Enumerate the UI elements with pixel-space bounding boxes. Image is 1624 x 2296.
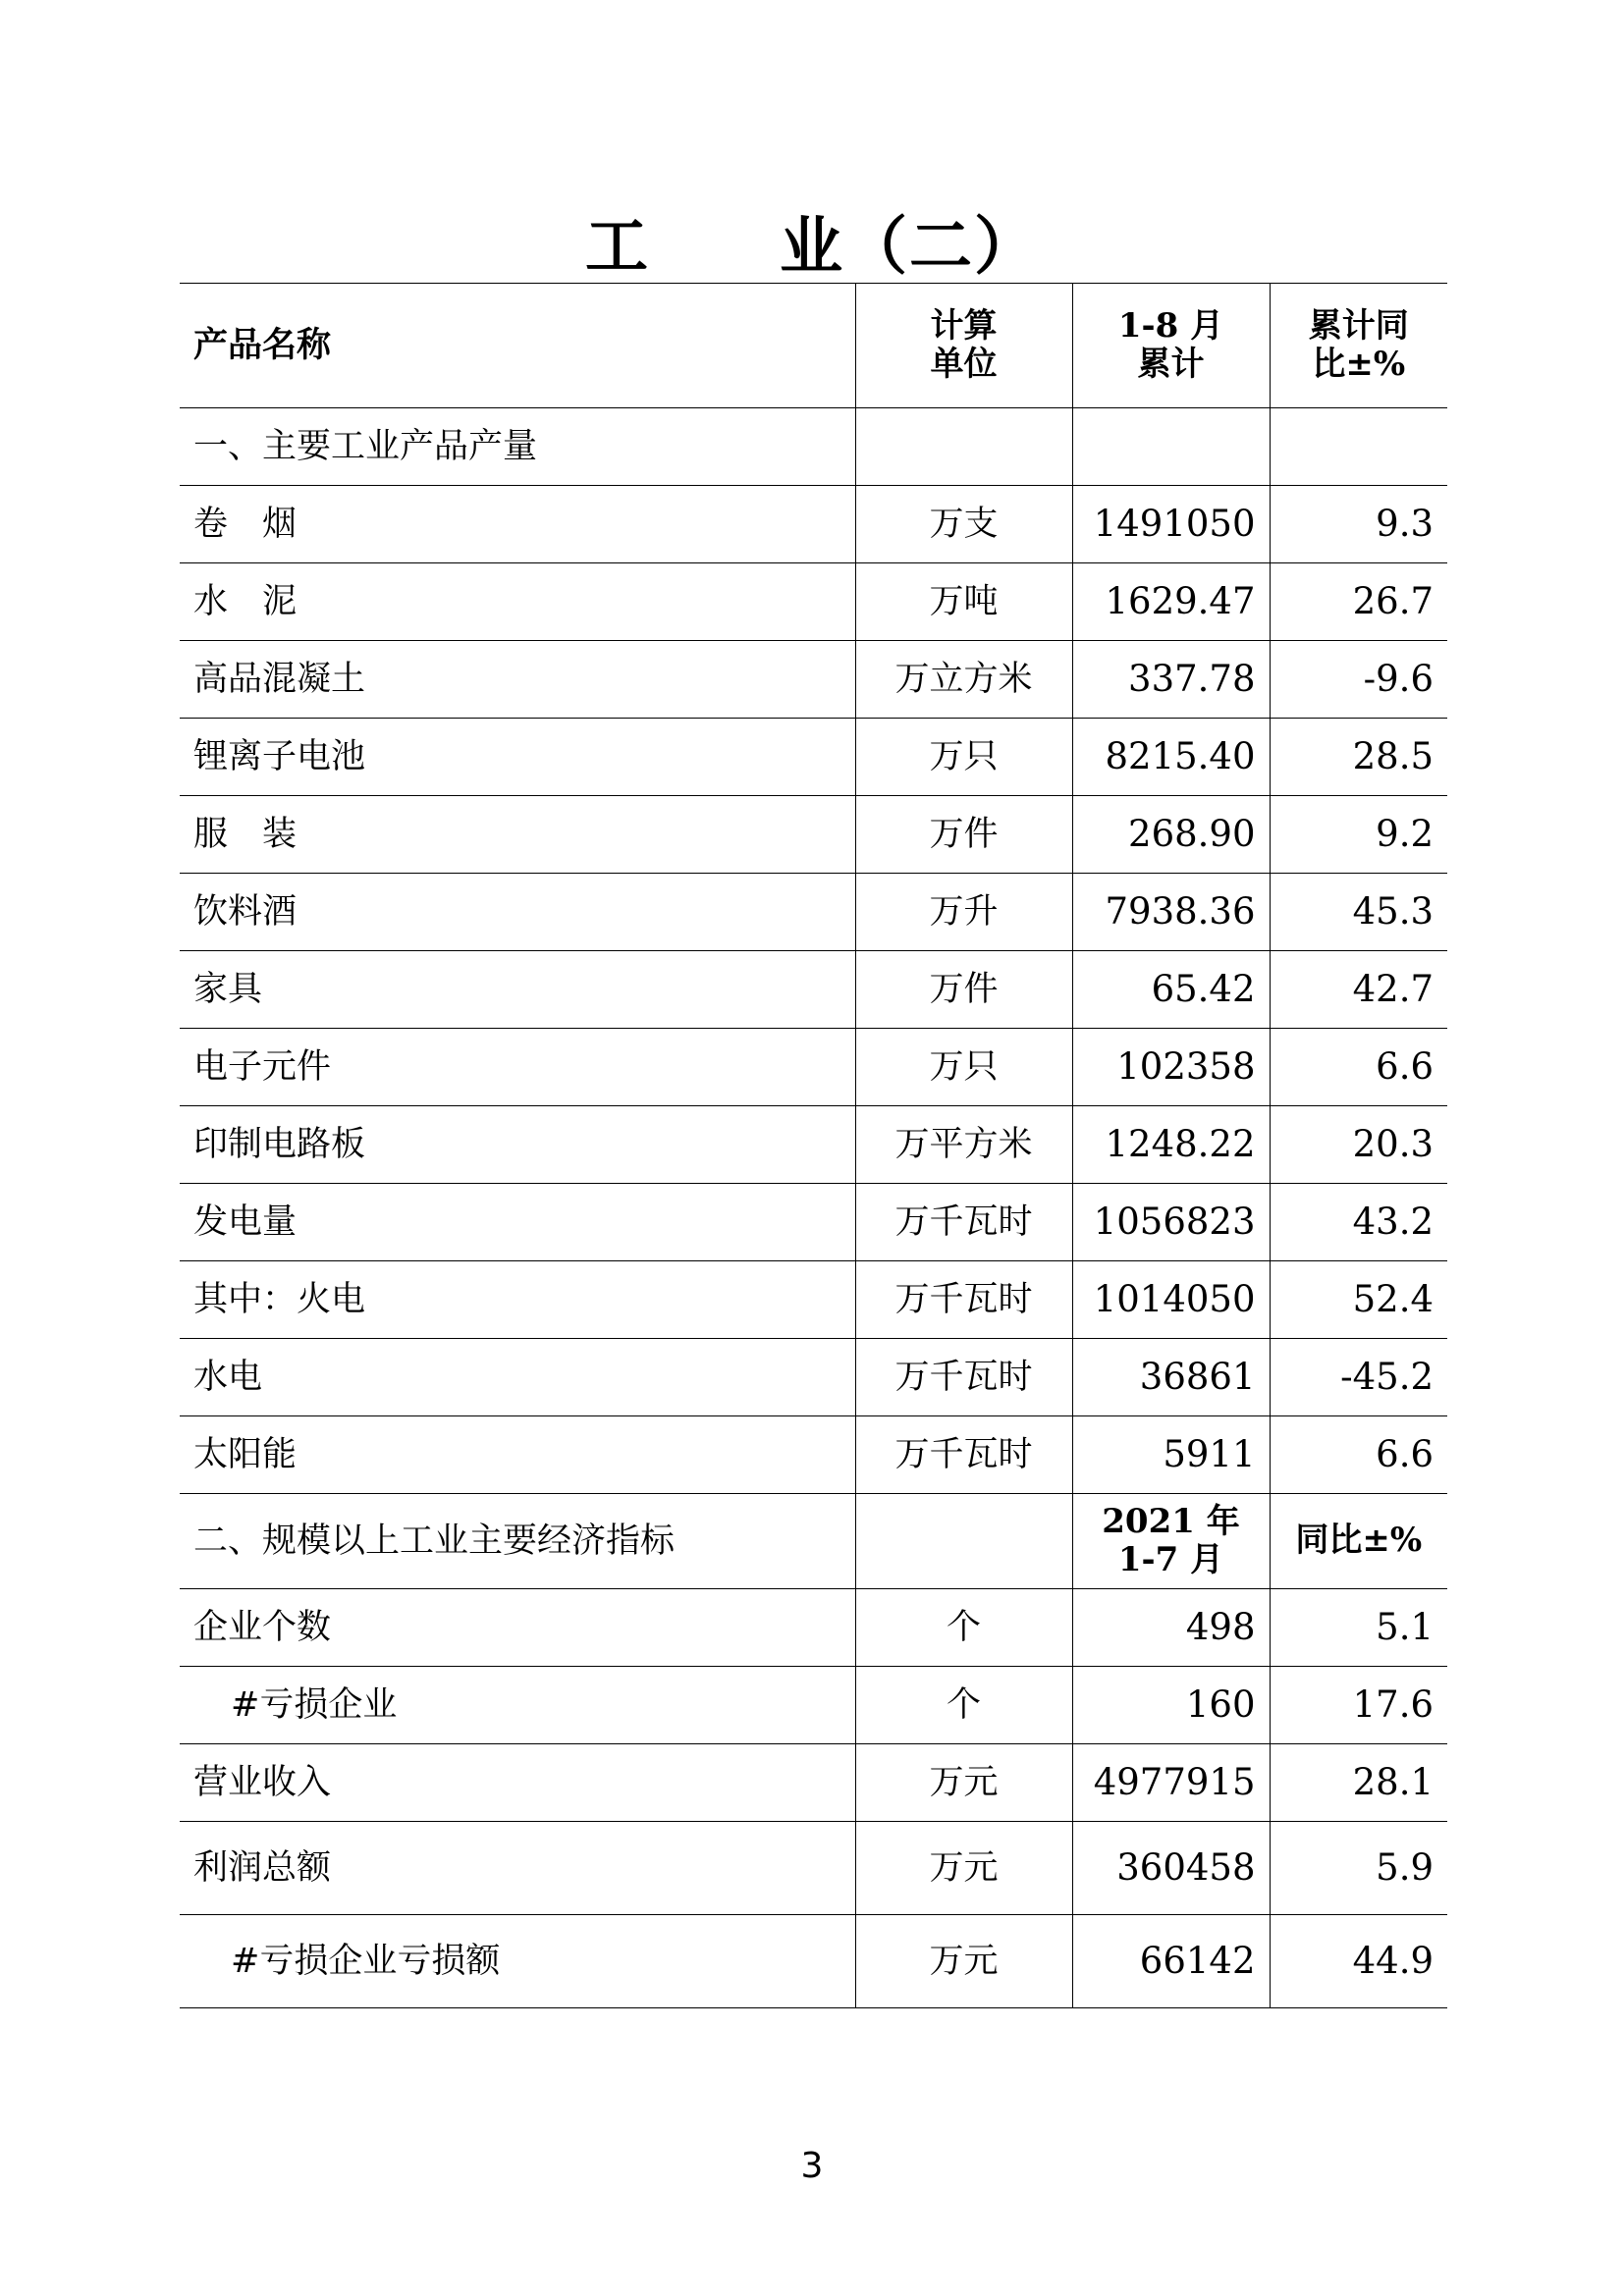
product-row — [180, 1416, 1447, 1494]
product-unit: 万件 — [855, 951, 1072, 1029]
indicator-unit: 万元 — [855, 1915, 1072, 2008]
product-row — [180, 563, 1447, 641]
empty-cell — [855, 408, 1072, 486]
product-row — [180, 1106, 1447, 1184]
product-row — [180, 641, 1447, 719]
product-name: 印制电路板 — [180, 1106, 855, 1184]
product-change: 26.7 — [1270, 563, 1447, 641]
product-name: 发电量 — [180, 1184, 855, 1261]
header-unit-line2: 单位 — [930, 345, 998, 384]
product-value: 65.42 — [1072, 951, 1270, 1029]
product-change: 28.5 — [1270, 719, 1447, 796]
product-value: 1056823 — [1072, 1184, 1270, 1261]
product-change: 6.6 — [1270, 1029, 1447, 1106]
product-change: -45.2 — [1270, 1339, 1447, 1416]
product-name: 水 泥 — [180, 563, 855, 641]
indicator-row — [180, 1667, 1447, 1744]
product-row — [180, 1261, 1447, 1339]
product-value: 1491050 — [1072, 486, 1270, 563]
product-unit: 万吨 — [855, 563, 1072, 641]
header-change — [1270, 284, 1447, 408]
product-value: 1248.22 — [1072, 1106, 1270, 1184]
indicator-unit: 个 — [855, 1667, 1072, 1744]
indicator-name: #亏损企业 — [180, 1667, 855, 1744]
product-unit: 万平方米 — [855, 1106, 1072, 1184]
indicator-row — [180, 1744, 1447, 1822]
product-unit: 万只 — [855, 1029, 1072, 1106]
indicator-name: 企业个数 — [180, 1589, 855, 1667]
product-row — [180, 486, 1447, 563]
product-value: 337.78 — [1072, 641, 1270, 719]
page-title: 工 业（二） — [585, 211, 1039, 284]
product-change: 45.3 — [1270, 874, 1447, 951]
section-label: 一、主要工业产品产量 — [180, 408, 855, 486]
indicator-change: 28.1 — [1270, 1744, 1447, 1822]
product-name: 服 装 — [180, 796, 855, 874]
indicator-value: 360458 — [1072, 1822, 1270, 1915]
product-row — [180, 1029, 1447, 1106]
section-row-indicators — [180, 1494, 1447, 1589]
product-change: -9.6 — [1270, 641, 1447, 719]
product-unit: 万件 — [855, 796, 1072, 874]
header-change-line1: 累计同 — [1308, 305, 1409, 346]
section-period — [1072, 1494, 1270, 1589]
indicator-unit: 个 — [855, 1589, 1072, 1667]
product-change: 9.3 — [1270, 486, 1447, 563]
product-name: 电子元件 — [180, 1029, 855, 1106]
header-product-name: 产品名称 — [180, 284, 855, 408]
header-unit-line1: 计算 — [930, 305, 998, 346]
product-name: 其中：火电 — [180, 1261, 855, 1339]
indicator-change: 17.6 — [1270, 1667, 1447, 1744]
indicator-change: 44.9 — [1270, 1915, 1447, 2008]
product-name: 水电 — [180, 1339, 855, 1416]
indicator-value: 66142 — [1072, 1915, 1270, 2008]
product-change: 52.4 — [1270, 1261, 1447, 1339]
empty-cell — [855, 1494, 1072, 1589]
product-row — [180, 874, 1447, 951]
product-row — [180, 951, 1447, 1029]
page-number: 3 — [800, 2146, 824, 2186]
product-value: 1629.47 — [1072, 563, 1270, 641]
industry-statistics-table — [180, 283, 1447, 2008]
table-header-row — [180, 284, 1447, 408]
indicator-value: 4977915 — [1072, 1744, 1270, 1822]
product-unit: 万只 — [855, 719, 1072, 796]
indicator-unit: 万元 — [855, 1744, 1072, 1822]
indicator-value: 160 — [1072, 1667, 1270, 1744]
product-change: 20.3 — [1270, 1106, 1447, 1184]
indicator-row — [180, 1822, 1447, 1915]
empty-cell — [1072, 408, 1270, 486]
section-label: 二、规模以上工业主要经济指标 — [180, 1494, 855, 1589]
product-row — [180, 796, 1447, 874]
product-unit: 万支 — [855, 486, 1072, 563]
product-name: 卷 烟 — [180, 486, 855, 563]
indicator-change: 5.1 — [1270, 1589, 1447, 1667]
product-unit: 万千瓦时 — [855, 1416, 1072, 1494]
header-period-line1: 1-8 月 — [1117, 305, 1224, 346]
indicator-row — [180, 1589, 1447, 1667]
indicator-value: 498 — [1072, 1589, 1270, 1667]
product-unit: 万千瓦时 — [855, 1261, 1072, 1339]
product-name: 家具 — [180, 951, 855, 1029]
section-change-header: 同比±% — [1270, 1494, 1447, 1589]
product-value: 268.90 — [1072, 796, 1270, 874]
product-value: 8215.40 — [1072, 719, 1270, 796]
product-change: 42.7 — [1270, 951, 1447, 1029]
product-change: 6.6 — [1270, 1416, 1447, 1494]
section-row-output — [180, 408, 1447, 486]
indicator-name: 利润总额 — [180, 1822, 855, 1915]
header-period-line2: 累计 — [1137, 345, 1205, 384]
product-change: 43.2 — [1270, 1184, 1447, 1261]
header-unit — [855, 284, 1072, 408]
product-value: 36861 — [1072, 1339, 1270, 1416]
product-unit: 万升 — [855, 874, 1072, 951]
product-unit: 万立方米 — [855, 641, 1072, 719]
product-value: 102358 — [1072, 1029, 1270, 1106]
product-row — [180, 719, 1447, 796]
indicator-row — [180, 1915, 1447, 2008]
header-period — [1072, 284, 1270, 408]
product-unit: 万千瓦时 — [855, 1184, 1072, 1261]
product-name: 高品混凝土 — [180, 641, 855, 719]
product-change: 9.2 — [1270, 796, 1447, 874]
product-row — [180, 1184, 1447, 1261]
product-value: 5911 — [1072, 1416, 1270, 1494]
product-name: 饮料酒 — [180, 874, 855, 951]
product-name: 太阳能 — [180, 1416, 855, 1494]
empty-cell — [1270, 408, 1447, 486]
product-name: 锂离子电池 — [180, 719, 855, 796]
header-change-line2: 比±% — [1312, 345, 1406, 384]
product-row — [180, 1339, 1447, 1416]
product-value: 7938.36 — [1072, 874, 1270, 951]
indicator-change: 5.9 — [1270, 1822, 1447, 1915]
indicator-unit: 万元 — [855, 1822, 1072, 1915]
product-value: 1014050 — [1072, 1261, 1270, 1339]
section-period-line1: 2021 年 — [1102, 1501, 1240, 1541]
product-unit: 万千瓦时 — [855, 1339, 1072, 1416]
indicator-name: 营业收入 — [180, 1744, 855, 1822]
indicator-name: #亏损企业亏损额 — [180, 1915, 855, 2008]
section-period-line2: 1-7 月 — [1117, 1540, 1224, 1579]
